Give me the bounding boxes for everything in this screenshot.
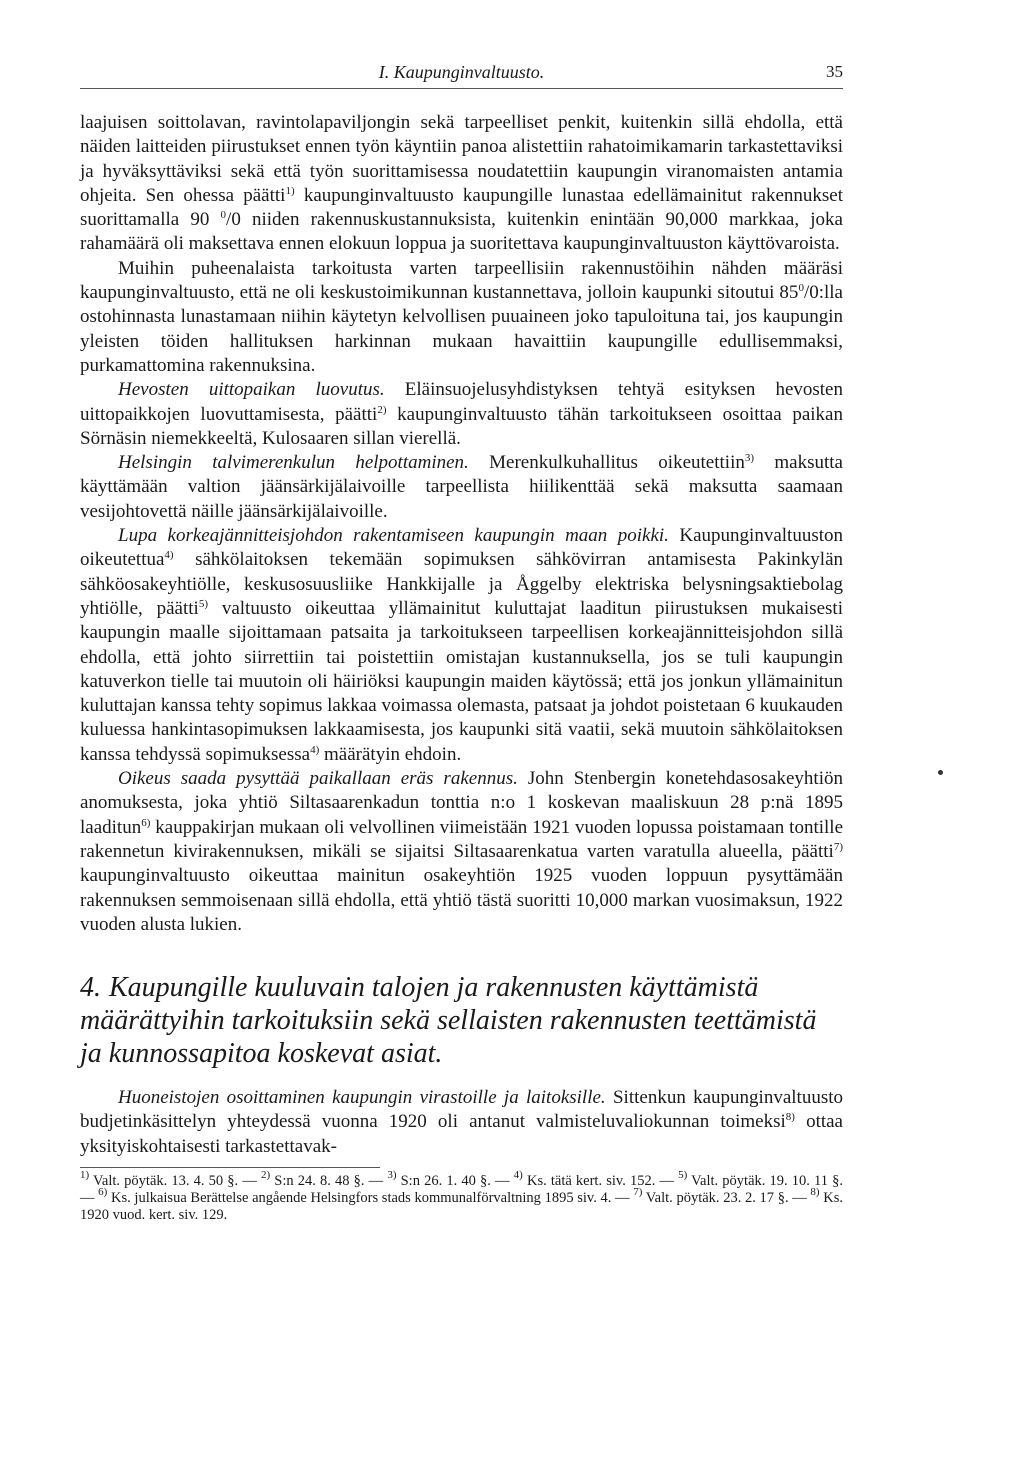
- text-run: Eläinsuojelusyhdistyksen tehtyä esityksen hevosten uittopaikkojen luovuttamisesta, päätti: [80, 379, 843, 425]
- text-run: sähkölaitoksen tekemään sopimuksen sähkövirran antamisesta Pakinkylän sähköosakeyhtiölle, keskusosuusliike Hankkijalle ja Åggelby elektriska belysningsaktiebolag yhtiölle, päätti: [80, 549, 843, 619]
- paragraph-lead: Hevosten uittopaikan luovutus.: [118, 379, 385, 401]
- margin-dot: [938, 770, 943, 775]
- text-run: S:n 24. 8. 48 §. —: [270, 1172, 388, 1189]
- text-run: kaupunginvaltuusto kaupungille lunastaa edellämainitut rakennukset suorittamalla 90: [80, 184, 844, 231]
- text-run: valtuusto oikeuttaa yllämainitut kuluttajat laaditun piirustuksen mukaisesti kaupungin maalle sijoittamaan patsaita ja tarkoitukseen tarpeellisen korkeajännitteisjohdon sillä ehdolla, että johto siirrettiin tai poistettiin omistajan kustannuksella, jos se tuli kaupungin katuverkon tielle tai muutoin oli häiriöksi kaupungin maiden käytössä; että jos jonkun yllämainitun kuluttajan kanssa tehty sopimus lakkaa voimassa olemasta, patsaat ja johdot poistetaan 6 kuukauden kuluessa hankintasopimuksen lakkaamisesta, jos kaupunki sitä vaatii, sekä muutoin sähkölaitoksen kanssa tehdyssä sopimuksessa: [80, 597, 843, 765]
- footnote-ref: 4): [164, 549, 174, 562]
- text-run: Sittenkun kaupunginvaltuusto budjetinkäsittelyn yhteydessä vuonna 1920 oli antanut valmisteluvaliokunnan toimeksi: [80, 1087, 843, 1133]
- text-run: /0 niiden rakennuskustannuksista, kuitenkin enintään 90,000 markkaa, joka rahamäärä oli maksettava ennen elokuun loppua ja suoritettava kaupunginvaltuuston käyttövaroista.: [80, 209, 843, 255]
- text-run: S:n 26. 1. 40 §. —: [396, 1172, 514, 1189]
- paragraph-list: [80, 111, 843, 937]
- section-number: 4.: [80, 972, 101, 1004]
- footnote-ref: 5): [198, 597, 208, 610]
- body-text: [80, 111, 843, 1224]
- paragraph-lead: Lupa korkeajännitteisjohdon rakentamiseen kaupungin maan poikki.: [118, 525, 669, 547]
- footnote-ref: 3): [744, 452, 755, 465]
- text-run: ottaa yksityiskohtaisesti tarkastettavak-: [80, 1111, 843, 1157]
- text-run: Ks. tätä kert. siv. 152. —: [522, 1172, 679, 1189]
- paragraph: [80, 111, 843, 257]
- footnote-ref: 6): [98, 1185, 108, 1198]
- paragraph-lead: Helsingin talvimerenkulun helpottaminen.: [118, 452, 469, 474]
- footnote-ref: 2): [377, 403, 387, 416]
- text-run: Valt. pöytäk. 13. 4. 50 §. —: [89, 1172, 261, 1189]
- text-run: Valt. pöytäk. 19. 10. 11 §. —: [80, 1172, 844, 1206]
- text-run: Merenkulkuhallitus oikeutettiin: [468, 452, 745, 474]
- footnote-divider: [80, 1167, 380, 1168]
- text-run: Kaupunginvaltuuston oikeutettua: [80, 525, 843, 571]
- running-header: [80, 60, 843, 89]
- section-title: Kaupungille kuuluvain talojen ja rakennusten käyttämistä määrättyihin tarkoituksiin sekä sellaisten rakennusten teettämistä ja kunnossapitoa koskevat asiat.: [80, 972, 817, 1070]
- footnote-ref: 1): [80, 1168, 90, 1181]
- final-paragraph: [80, 1086, 843, 1159]
- text-run: Ks. 1920 vuod. kert. siv. 129.: [80, 1189, 843, 1223]
- paragraph-lead: Huoneistojen osoittaminen kaupungin virastoille ja laitoksille.: [118, 1087, 606, 1109]
- footnote-ref: 2): [260, 1168, 271, 1181]
- document-page: [80, 60, 843, 1224]
- footnote-ref: 4): [513, 1168, 523, 1181]
- text-run: John Stenbergin konetehdasosakeyhtiön anomuksesta, joka yhtiö Siltasaarenkadun tonttia n:o 1 koskevan maaliskuun 28 p:nä 1895 laaditun: [80, 768, 843, 838]
- footnote-ref: 0: [220, 209, 227, 222]
- running-title: I. Kaupunginvaltuusto.: [378, 62, 545, 82]
- paragraph: [80, 767, 843, 937]
- text-run: laajuisen soittolavan, ravintolapaviljongin sekä tarpeelliset penkit, kuitenkin sillä ehdolla, että näiden laitteiden piirustukset ennen työn käyntiin panoa alistettiin rahatoimikamarin tarkastettaviksi ja hyväksyttäviksi sekä että työn suorittamisessa noudatettiin kaupungin viranomaisten antamia ohjeita. Sen ohessa päätti: [80, 112, 843, 206]
- footnote-ref: 6): [141, 816, 151, 829]
- text-run: kauppakirjan mukaan oli velvollinen viimeistään 1921 vuoden lopussa poistamaan tontille rakennetun kivirakennuksen, mikäli se sijaitsi Siltasaarenkatua varten varatulla alueella, päätti: [80, 816, 843, 862]
- section-heading: [80, 971, 843, 1070]
- text-run: /0:lla ostohinnasta lunastamaan niihin käytetyn kelvollisen puuaineen joko tapuloituna tai, jos kaupungin yleisten töiden hallituksen harkinnan mukaan havaittiin kaupungille edullisemmaksi, purkamattomina rakennuksina.: [80, 282, 843, 376]
- footnote-ref: 1): [285, 184, 295, 197]
- footnote-ref: 7): [833, 840, 843, 853]
- text-run: maksutta käyttämään valtion jäänsärkijälaivoille tarpeellista hiilikenttää sekä maksutta saamaan vesijohtovettä näille jäänsärkijälaivoille.: [80, 452, 843, 522]
- text-run: Muihin puheenalaista tarkoitusta varten tarpeellisiin rakennustöihin nähden määräsi kaupunginvaltuusto, että ne oli keskustoimikunnan kustannettava, jolloin kaupunki sitoutui 85: [80, 257, 843, 304]
- footnote-ref: 5): [678, 1168, 688, 1181]
- footnote-ref: 8): [810, 1185, 820, 1198]
- footnote-ref: 0: [798, 282, 804, 295]
- paragraph: [80, 524, 843, 767]
- paragraph-lead: Oikeus saada pysyttää paikallaan eräs rakennus.: [118, 768, 518, 790]
- page-number: 35: [826, 62, 843, 81]
- text-run: Valt. pöytäk. 23. 2. 17 §. —: [642, 1189, 811, 1206]
- text-run: määrätyin ehdoin.: [319, 743, 462, 765]
- footnote-ref: 4): [310, 743, 320, 756]
- paragraph: [80, 257, 843, 378]
- footnote-ref: 3): [387, 1168, 397, 1181]
- text-run: kaupunginvaltuusto oikeuttaa mainitun osakeyhtiön 1925 vuoden loppuun pysyttämään rakennuksen semmoisenaan sillä ehdolla, että yhtiö tästä suoritti 10,000 markan vuosimaksun, 1922 vuoden alusta lukien.: [80, 865, 843, 935]
- paragraph: [80, 451, 843, 524]
- text-run: kaupunginvaltuusto tähän tarkoitukseen osoittaa paikan Sörnäsin niemekkeeltä, Kulosaaren sillan vierellä.: [80, 403, 843, 449]
- paragraph: [80, 378, 843, 451]
- text-run: Ks. julkaisua Berättelse angående Helsingfors stads kommunalförvaltning 1895 siv. 4. —: [107, 1189, 634, 1206]
- footnotes: [80, 1168, 844, 1224]
- footnote-ref: 8): [785, 1111, 795, 1124]
- footnote-ref: 7): [633, 1185, 643, 1198]
